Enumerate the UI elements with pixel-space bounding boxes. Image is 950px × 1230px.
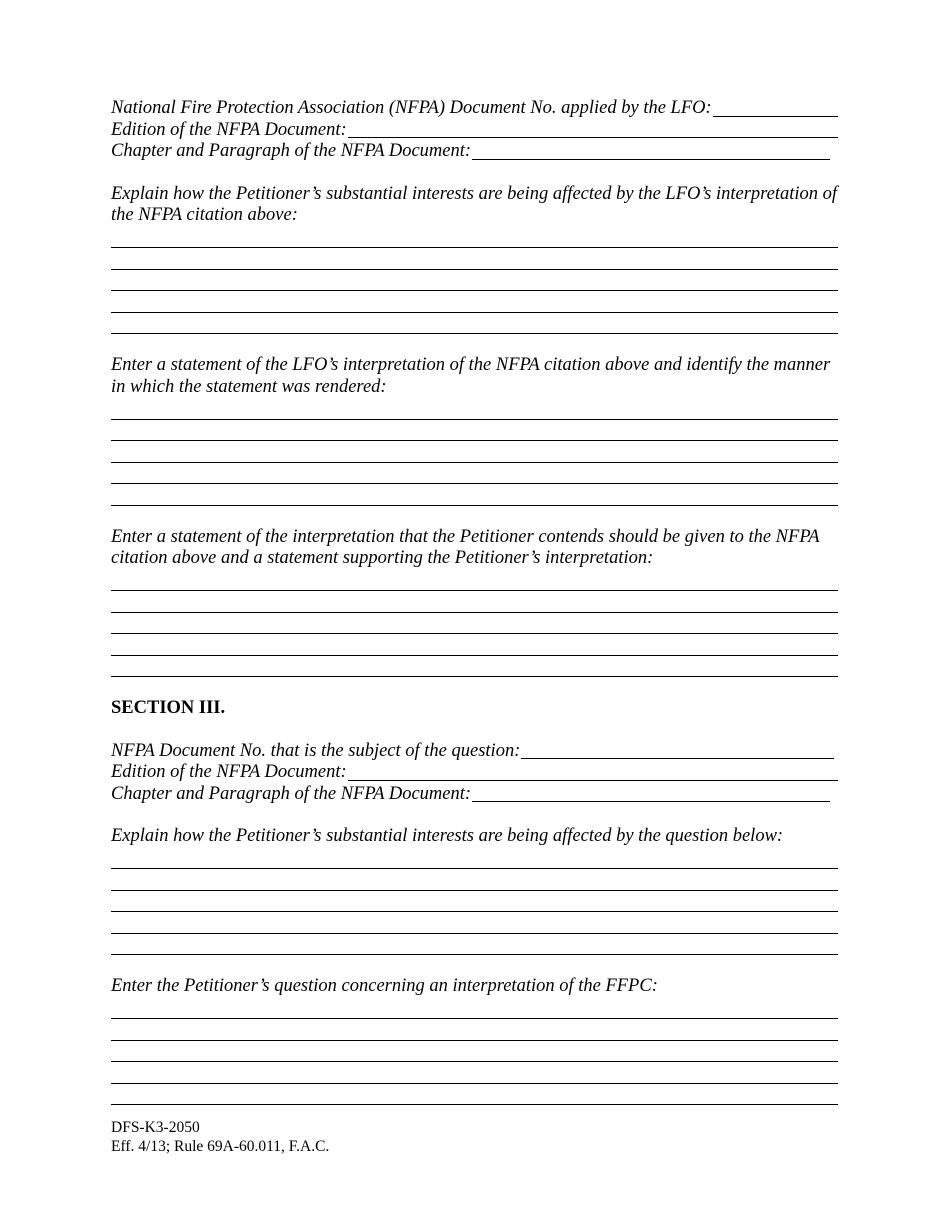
answer-line[interactable] [111,441,838,463]
form-id: DFS-K3-2050 [111,1119,200,1136]
nfpa-fields-block [111,98,838,163]
nfpa-document-no-field[interactable] [111,98,838,120]
answer-line[interactable] [111,1041,838,1063]
field-label: National Fire Protection Association (NFPA) Document No. applied by the LFO: [111,98,712,118]
petitioner-interpretation-answer[interactable] [111,570,838,678]
field-label: Chapter and Paragraph of the NFPA Document: [111,783,472,804]
form-page [111,98,838,1105]
ffpc-question-prompt: Enter the Petitioner’s question concerning an interpretation of the FFPC: [111,976,658,996]
field-label: Edition of the NFPA Document: [111,119,347,140]
answer-line[interactable] [111,1062,838,1084]
answer-line[interactable] [111,1084,838,1106]
nfpa-edition-field[interactable] [111,120,838,142]
interests-affected-prompt: Explain how the Petitioner’s substantial interests are being affected by the LFO’s interpretation of the NFPA citation above: [111,183,838,225]
ffpc-question-answer[interactable] [111,998,838,1106]
field-label: Chapter and Paragraph of the NFPA Document: [111,141,472,161]
fill-in-line[interactable] [472,142,830,160]
answer-line[interactable] [111,570,838,592]
question-fields-block [111,741,838,806]
petitioner-interpretation-prompt: Enter a statement of the interpretation that the Petitioner contends should be given to the NFPA citation above and a statement supporting the Petitioner’s interpretation: [111,526,820,568]
answer-line[interactable] [111,398,838,420]
answer-line[interactable] [111,463,838,485]
answer-line[interactable] [111,591,838,613]
fill-in-line[interactable] [521,741,834,759]
interests-affected-answer[interactable] [111,227,838,335]
answer-line[interactable] [111,484,838,506]
question-interests-prompt: Explain how the Petitioner’s substantial interests are being affected by the question below: [111,826,784,846]
form-footer [111,1118,329,1156]
nfpa-chapter-paragraph-field[interactable] [111,141,838,163]
answer-line[interactable] [111,934,838,956]
question-edition-field[interactable] [111,762,838,784]
answer-line[interactable] [111,869,838,891]
fill-in-line[interactable] [472,784,830,802]
answer-line[interactable] [111,656,838,678]
answer-line[interactable] [111,420,838,442]
answer-line[interactable] [111,848,838,870]
field-label: Edition of the NFPA Document: [111,762,347,782]
form-effective-rule: Eff. 4/13; Rule 69A-60.011, F.A.C. [111,1138,330,1155]
answer-line[interactable] [111,613,838,635]
answer-line[interactable] [111,313,838,335]
answer-line[interactable] [111,634,838,656]
fill-in-line[interactable] [348,763,838,781]
lfo-interpretation-prompt: Enter a statement of the LFO’s interpretation of the NFPA citation above and identify the manner in which the statement was rendered: [111,355,831,397]
answer-line[interactable] [111,998,838,1020]
answer-line[interactable] [111,1019,838,1041]
field-label: NFPA Document No. that is the subject of the question: [111,740,521,761]
question-chapter-paragraph-field[interactable] [111,784,838,806]
answer-line[interactable] [111,227,838,249]
lfo-interpretation-answer[interactable] [111,398,838,506]
section-heading: SECTION III. [111,698,226,718]
answer-line[interactable] [111,912,838,934]
answer-line[interactable] [111,291,838,313]
answer-line[interactable] [111,270,838,292]
question-interests-answer[interactable] [111,848,838,956]
question-document-no-field[interactable] [111,741,838,763]
fill-in-line[interactable] [713,99,838,117]
answer-line[interactable] [111,248,838,270]
answer-line[interactable] [111,891,838,913]
fill-in-line[interactable] [348,120,838,138]
